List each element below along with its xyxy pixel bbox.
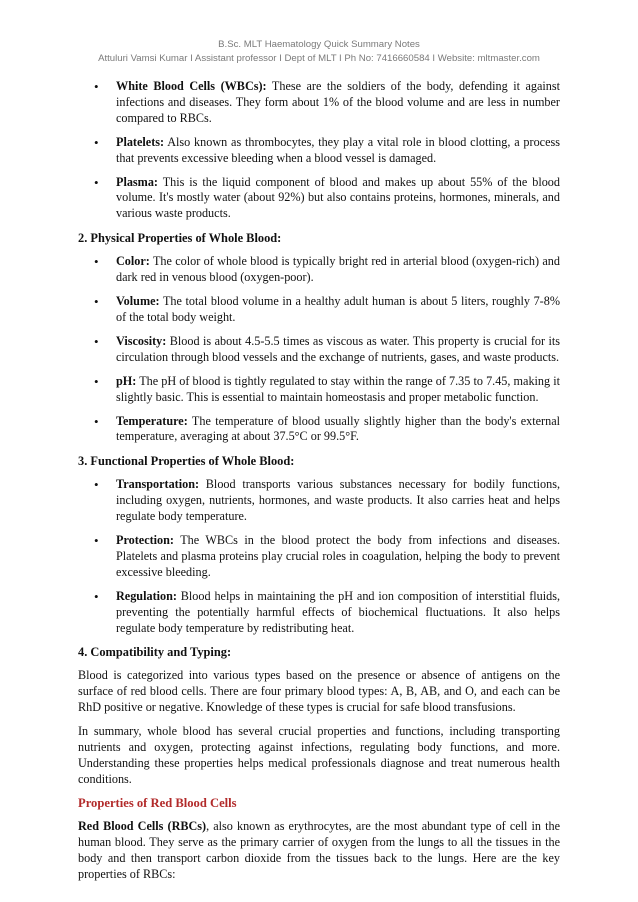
item-text: The total blood volume in a healthy adult human is about 5 liters, roughly 7-8% of the total body weight. (116, 294, 560, 324)
rbc-term: Red Blood Cells (RBCs) (78, 818, 207, 833)
list-item (78, 414, 560, 446)
item-text: The color of whole blood is typically bright red in arterial blood (oxygen-rich) and dark red in venous blood (oxygen-poor). (116, 254, 560, 285)
item-text: These are the soldiers of the body, defending it against infections and diseases. They form about 1% of the blood volume and are less in number compared to RBCs. (116, 79, 560, 125)
item-term: Protection: (116, 533, 174, 548)
list-item (78, 254, 560, 286)
list-item (78, 334, 560, 366)
item-text: The WBCs in the blood protect the body from infections and diseases. Platelets and plasma proteins play crucial roles in coagulation, helping the body to prevent excessive bleeding. (116, 533, 560, 579)
item-text: Blood transports various substances necessary for bodily functions, including oxygen, nutrients, hormones, and waste products. It also carries heat and helps regulate body temperature. (116, 477, 560, 524)
header-author-line: Attuluri Vamsi Kumar I Assistant professor I Dept of MLT I Ph No: 7416660584 I Website: mltmaster.com (98, 53, 540, 64)
item-term: Regulation: (116, 588, 177, 603)
list-item (78, 294, 560, 326)
page-header (0, 0, 638, 66)
list-item (78, 374, 560, 406)
rbc-paragraph (78, 819, 560, 883)
blood-components-list (78, 79, 560, 222)
item-term: Temperature: (116, 413, 188, 428)
page-content (78, 79, 560, 890)
compatibility-paragraph: Blood is categorized into various types based on the presence or absence of antigens on the surface of red blood cells. There are four primary blood types: A, B, AB, and O, and each can be RhD positive or negative. Knowledge of these types is crucial for safe blood transfusions. (78, 668, 560, 715)
item-text: Blood is about 4.5-5.5 times as viscous as water. This property is crucial for its circulation through blood vessels and the exchange of nutrients, gases, and waste products. (116, 333, 560, 364)
list-item (78, 135, 560, 167)
item-term: Color: (116, 254, 150, 269)
item-text: Also known as thrombocytes, they play a vital role in blood clotting, a process that prevents excessive bleeding when a blood vessel is damaged. (116, 134, 560, 165)
item-text: This is the liquid component of blood and makes up about 55% of the blood volume. It's mostly water (about 92%) but also contains proteins, hormones, minerals, and various waste products. (116, 174, 560, 221)
functional-properties-list (78, 477, 560, 636)
item-term: Plasma: (116, 174, 158, 189)
summary-paragraph: In summary, whole blood has several crucial properties and functions, including transporting nutrients and oxygen, protecting against infections, regulating body functions, and more. Understanding these properties helps medical professionals diagnose and treat numerous health conditions. (78, 724, 560, 786)
item-term: Volume: (116, 294, 160, 309)
list-item (78, 477, 560, 525)
item-term: Transportation: (116, 477, 200, 492)
rbc-section-heading: Properties of Red Blood Cells (78, 795, 237, 810)
item-text: The pH of blood is tightly regulated to stay within the range of 7.35 to 7.45, making it slightly basic. This is essential to maintain homeostasis and proper metabolic function. (116, 373, 560, 404)
item-text: Blood helps in maintaining the pH and ion composition of interstitial fluids, preventing the potentially harmful effects of biochemical fluctuations. It also helps regulate body temperature by redistributing heat. (116, 588, 560, 635)
item-text: The temperature of blood usually slightly higher than the body's external temperature, averaging at about 37.5°C or 99.5°F. (116, 413, 560, 444)
header-title: B.Sc. MLT Haematology Quick Summary Notes (218, 39, 420, 50)
list-item (78, 175, 560, 223)
section-heading-functional: 3. Functional Properties of Whole Blood: (78, 454, 295, 469)
list-item (78, 589, 560, 637)
section-heading-physical: 2. Physical Properties of Whole Blood: (78, 231, 282, 246)
item-term: Viscosity: (116, 333, 167, 348)
physical-properties-list (78, 254, 560, 445)
list-item (78, 79, 560, 127)
item-term: pH: (116, 373, 137, 388)
item-term: White Blood Cells (WBCs): (116, 79, 267, 93)
list-item (78, 533, 560, 581)
rbc-text: , also known as erythrocytes, are the most abundant type of cell in the human blood. They serve as the primary carrier of oxygen from the lungs to all the tissues in the body and then transport carbon dioxide from the tissues back to the lungs. Here are the key properties of RBCs: (78, 818, 560, 881)
item-term: Platelets: (116, 134, 165, 149)
section-heading-compatibility: 4. Compatibility and Typing: (78, 645, 232, 660)
